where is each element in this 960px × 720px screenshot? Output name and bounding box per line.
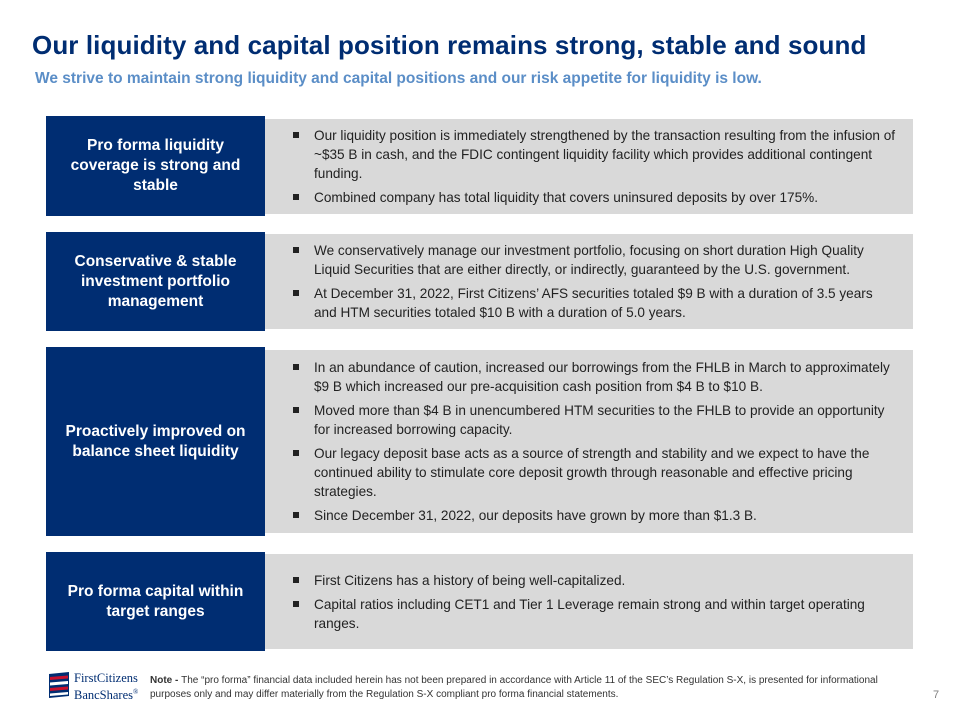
trademark-symbol: ® xyxy=(133,688,139,696)
bullet-text: Our legacy deposit base acts as a source of strength and stability and we expect to have the continued ability to stimulate core deposit growth through reasonable and effective pricing strategies. xyxy=(314,446,870,499)
square-bullet-icon xyxy=(293,290,299,296)
section-content xyxy=(265,119,913,214)
square-bullet-icon xyxy=(293,577,299,583)
flag-icon xyxy=(47,670,71,700)
bullet-text: Moved more than $4 B in unencumbered HTM securities to the FHLB to provide an opportunity for increased borrowing capacity. xyxy=(314,403,885,437)
bullet-text: At December 31, 2022, First Citizens’ AFS securities totaled $9 B with a duration of 3.5 years and HTM securities totaled $10 B with a duration of 5.0 years. xyxy=(314,286,873,320)
logo-line-2: BancShares® xyxy=(74,688,139,703)
company-logo xyxy=(47,668,147,704)
page-title: Our liquidity and capital position remains strong, stable and sound xyxy=(32,30,867,60)
list-item xyxy=(287,126,899,183)
list-item xyxy=(287,241,899,279)
bullet-text: In an abundance of caution, increased our borrowings from the FHLB in March to approximately $9 B which increased our pre-acquisition cash position from $4 B to $10 B. xyxy=(314,360,890,394)
page-subtitle: We strive to maintain strong liquidity and capital positions and our risk appetite for liquidity is low. xyxy=(35,70,762,87)
square-bullet-icon xyxy=(293,601,299,607)
logo-line-1: FirstCitizens xyxy=(74,671,138,685)
bullet-text: Capital ratios including CET1 and Tier 1 Leverage remain strong and within target operating ranges. xyxy=(314,596,865,631)
list-item xyxy=(287,284,899,322)
square-bullet-icon xyxy=(293,364,299,370)
list-item xyxy=(287,571,899,590)
section-capital-targets xyxy=(46,552,913,651)
logo-wordmark xyxy=(74,671,138,702)
square-bullet-icon xyxy=(293,194,299,200)
list-item xyxy=(287,188,899,207)
section-content xyxy=(265,234,913,329)
section-label: Conservative & stable investment portfolio management xyxy=(46,232,265,331)
list-item xyxy=(287,358,899,396)
bullet-list xyxy=(287,126,899,207)
list-item xyxy=(287,595,899,633)
bullet-text: Since December 31, 2022, our deposits have grown by more than $1.3 B. xyxy=(314,508,757,523)
section-investment-portfolio xyxy=(46,232,913,331)
square-bullet-icon xyxy=(293,247,299,253)
list-item xyxy=(287,401,899,439)
bullet-text: Combined company has total liquidity that covers uninsured deposits by over 175%. xyxy=(314,190,819,205)
section-balance-sheet-liquidity xyxy=(46,347,913,536)
section-content xyxy=(265,554,913,649)
section-label: Pro forma capital within target ranges xyxy=(46,552,265,651)
section-label: Pro forma liquidity coverage is strong and stable xyxy=(46,116,265,216)
section-label: Proactively improved on balance sheet liquidity xyxy=(46,347,265,536)
bullet-text: First Citizens has a history of being well-capitalized. xyxy=(314,572,626,588)
square-bullet-icon xyxy=(293,132,299,138)
footnote xyxy=(150,674,890,702)
bullet-text: Our liquidity position is immediately strengthened by the transaction resulting from the infusion of ~$35 B in cash, and the FDIC contingent liquidity facility which provides additional contingent funding. xyxy=(314,128,896,181)
bullet-list xyxy=(287,358,899,525)
square-bullet-icon xyxy=(293,450,299,456)
section-content xyxy=(265,350,913,533)
list-item xyxy=(287,444,899,501)
bullet-list xyxy=(287,241,899,322)
bullet-text: We conservatively manage our investment portfolio, focusing on short duration High Quality Liquid Securities that are either directly, or indirectly, guaranteed by the U.S. government. xyxy=(314,243,864,277)
page-number: 7 xyxy=(933,689,940,701)
bullet-list xyxy=(287,571,899,633)
square-bullet-icon xyxy=(293,512,299,518)
footnote-text: The “pro forma” financial data included herein has not been prepared in accordance with Article 11 of the SEC’s Regulation S-X, is presented for informational purposes only and may differ materially from the Regulation S-X compliant pro forma financial statements. xyxy=(150,675,878,700)
square-bullet-icon xyxy=(293,407,299,413)
section-liquidity-coverage xyxy=(46,116,913,216)
footnote-label: Note - xyxy=(150,675,182,686)
list-item xyxy=(287,506,899,525)
